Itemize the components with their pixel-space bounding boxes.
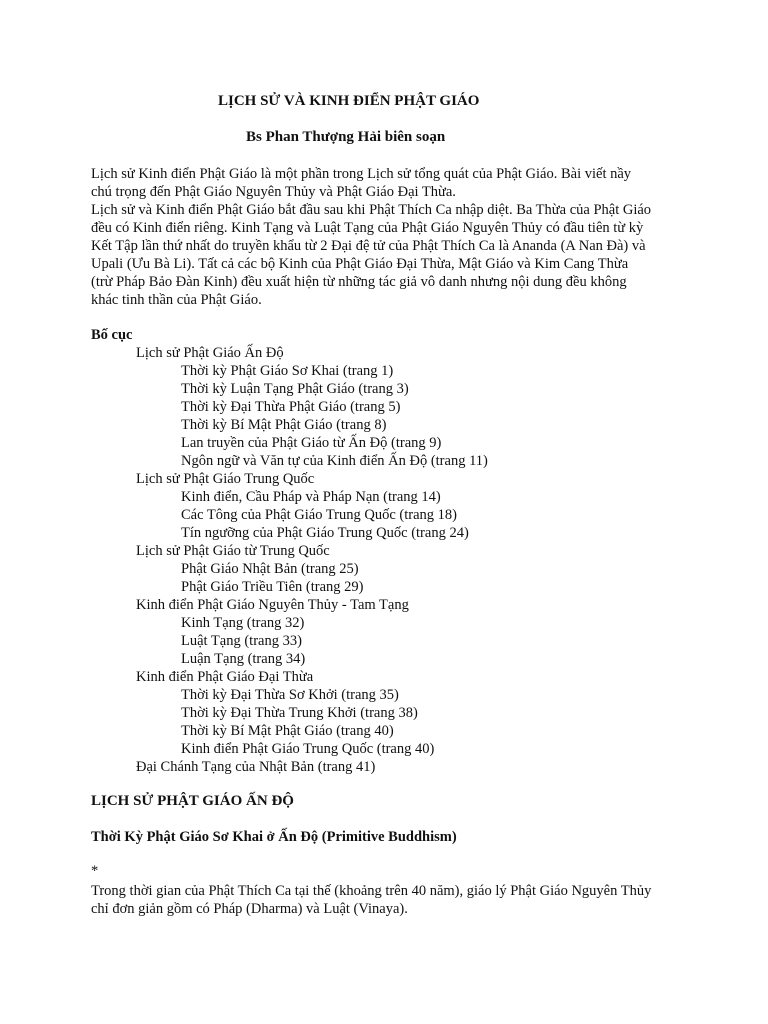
toc-entry: Lịch sử Phật Giáo Trung Quốc <box>136 471 315 487</box>
document-author: Bs Phan Thượng Hải biên soạn <box>246 129 446 145</box>
toc-entry: Lan truyền của Phật Giáo từ Ấn Độ (trang 9) <box>181 435 442 451</box>
body-line: chỉ đơn giản gồm có Pháp (Dharma) và Luật (Vinaya). <box>91 901 408 917</box>
toc-entry: Kinh điển Phật Giáo Trung Quốc (trang 40) <box>181 741 435 757</box>
toc-entry: Luận Tạng (trang 34) <box>181 651 306 667</box>
toc-entry: Phật Giáo Nhật Bản (trang 25) <box>181 561 359 577</box>
toc-heading: Bố cục <box>91 327 133 343</box>
toc-entry: Các Tông của Phật Giáo Trung Quốc (trang 18) <box>181 507 457 523</box>
toc-entry: Thời kỳ Bí Mật Phật Giáo (trang 8) <box>181 417 387 433</box>
toc-entry: Thời kỳ Đại Thừa Trung Khởi (trang 38) <box>181 705 418 721</box>
toc-entry: Lịch sử Phật Giáo Ấn Độ <box>136 345 284 361</box>
toc-entry: Thời kỳ Bí Mật Phật Giáo (trang 40) <box>181 723 394 739</box>
intro-line: Upali (Ưu Bà Li). Tất cả các bộ Kinh của Phật Giáo Đại Thừa, Mật Giáo và Kim Cang Thừa <box>91 256 629 272</box>
toc-entry: Đại Chánh Tạng của Nhật Bản (trang 41) <box>136 759 376 775</box>
toc-entry: Thời kỳ Luận Tạng Phật Giáo (trang 3) <box>181 381 409 397</box>
intro-line: Kết Tập lần thứ nhất do truyền khẩu từ 2 Đại đệ tử của Phật Thích Ca là Ananda (A Nan Đà) và <box>91 238 646 254</box>
toc-entry: Thời kỳ Đại Thừa Sơ Khởi (trang 35) <box>181 687 399 703</box>
section-heading: LỊCH SỬ PHẬT GIÁO ẤN ĐỘ <box>91 793 294 809</box>
toc-entry: Thời kỳ Phật Giáo Sơ Khai (trang 1) <box>181 363 394 379</box>
toc-entry: Lịch sử Phật Giáo từ Trung Quốc <box>136 543 330 559</box>
intro-line: (trừ Pháp Bảo Đàn Kinh) đều xuất hiện từ những tác giả vô danh nhưng nội dung đều không <box>91 274 627 290</box>
toc-entry: Ngôn ngữ và Văn tự của Kinh điển Ấn Độ (trang 11) <box>181 453 488 469</box>
toc-entry: Kinh điển, Cầu Pháp và Pháp Nạn (trang 14) <box>181 489 441 505</box>
intro-line: đều có Kinh điển riêng. Kinh Tạng và Luật Tạng của Phật Giáo Nguyên Thủy có đầu tiên từ kỳ <box>91 220 644 236</box>
toc-entry: Luật Tạng (trang 33) <box>181 633 302 649</box>
toc-entry: Kinh điển Phật Giáo Nguyên Thủy - Tam Tạng <box>136 597 409 613</box>
asterisk-marker: * <box>91 863 99 879</box>
document-title: LỊCH SỬ VÀ KINH ĐIỂN PHẬT GIÁO <box>218 93 480 109</box>
toc-entry: Tín ngưỡng của Phật Giáo Trung Quốc (trang 24) <box>181 525 469 541</box>
toc-entry: Thời kỳ Đại Thừa Phật Giáo (trang 5) <box>181 399 401 415</box>
intro-line: Lịch sử và Kinh điển Phật Giáo bắt đầu sau khi Phật Thích Ca nhập diệt. Ba Thừa của Phật Giáo <box>91 202 652 218</box>
intro-line: chú trọng đến Phật Giáo Nguyên Thủy và Phật Giáo Đại Thừa. <box>91 184 456 200</box>
intro-line: khác tinh thần của Phật Giáo. <box>91 292 262 308</box>
toc-entry: Phật Giáo Triều Tiên (trang 29) <box>181 579 364 595</box>
toc-entry: Kinh Tạng (trang 32) <box>181 615 305 631</box>
subsection-heading: Thời Kỳ Phật Giáo Sơ Khai ở Ấn Độ (Primitive Buddhism) <box>91 829 457 845</box>
toc-entry: Kinh điển Phật Giáo Đại Thừa <box>136 669 314 685</box>
intro-line: Lịch sử Kinh điển Phật Giáo là một phần trong Lịch sử tổng quát của Phật Giáo. Bài viết nầy <box>91 166 632 182</box>
body-line: Trong thời gian của Phật Thích Ca tại thế (khoảng trên 40 năm), giáo lý Phật Giáo Nguyên Thủy <box>91 883 652 899</box>
